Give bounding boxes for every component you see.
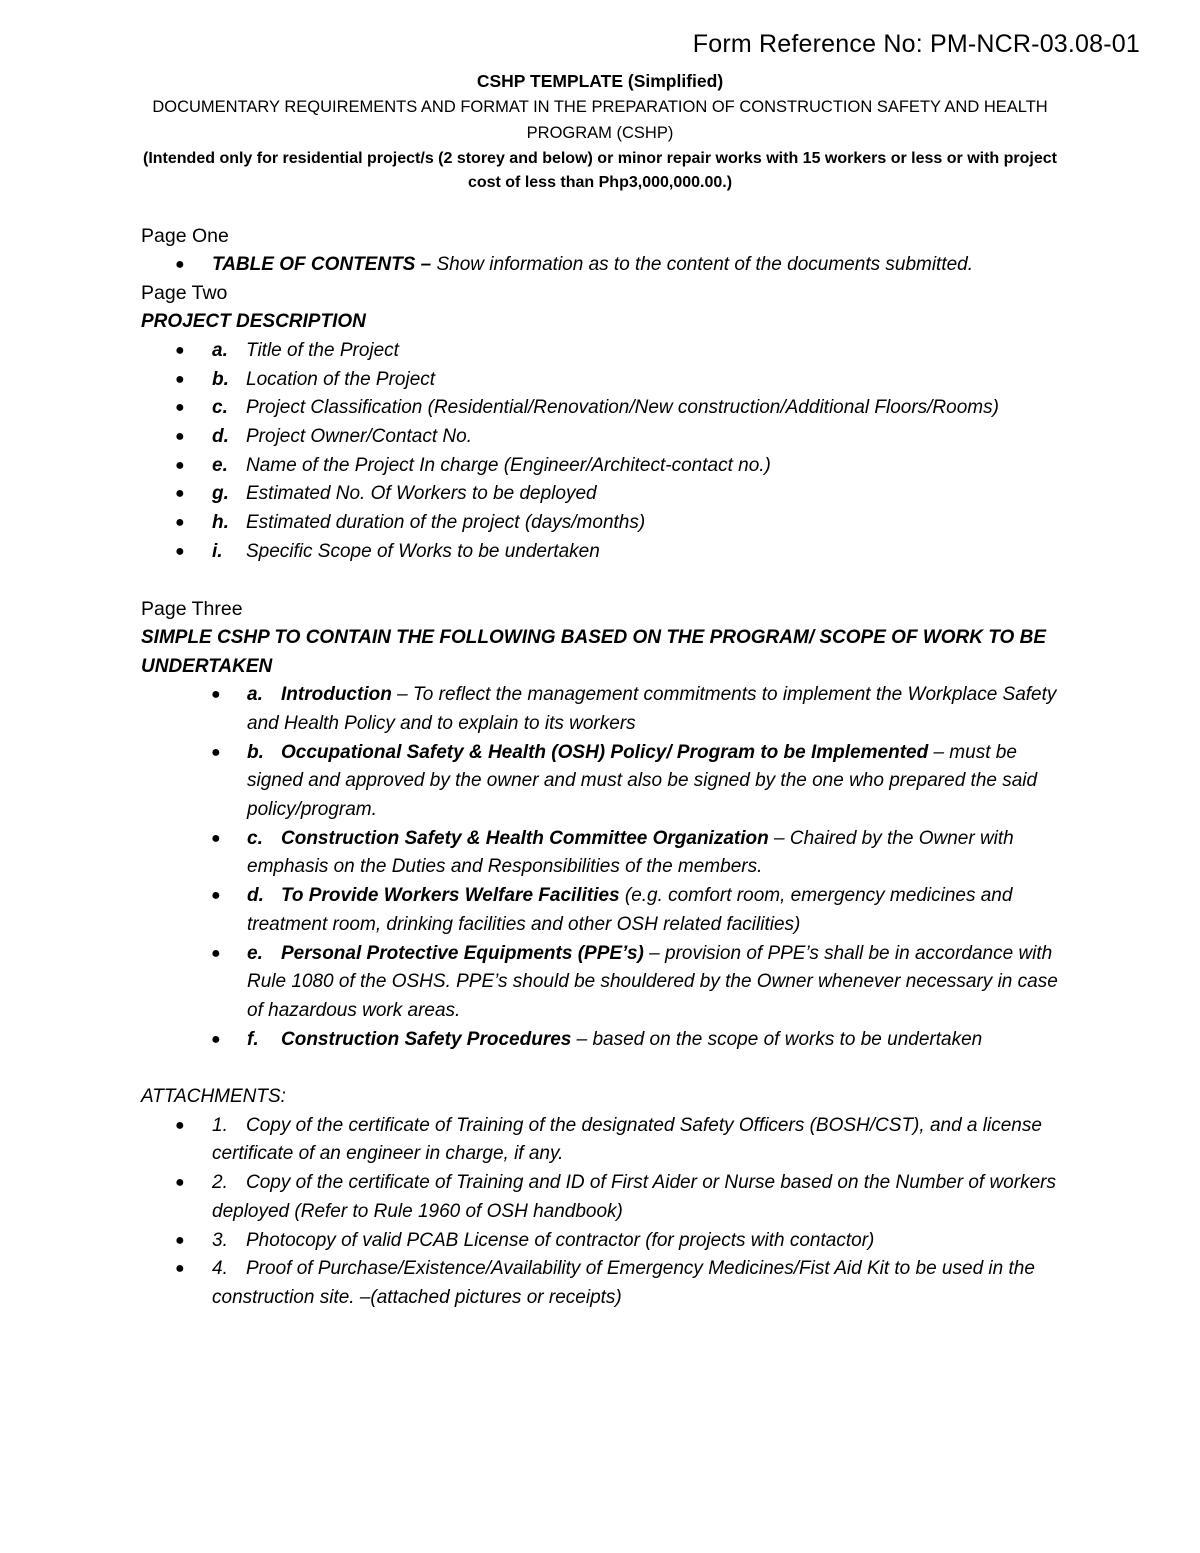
bullet-icon: ● <box>175 1260 185 1278</box>
list-item: ● b. Location of the Project <box>141 366 1071 395</box>
page-one-label: Page One <box>141 225 229 247</box>
page-one-list <box>141 251 1071 280</box>
list-item: ● i. Specific Scope of Works to be undertaken <box>141 538 1071 567</box>
bullet-icon: ● <box>211 829 221 847</box>
list-item: ● a. Title of the Project <box>141 337 1071 366</box>
bullet-icon: ● <box>175 485 185 503</box>
document-header <box>140 70 1060 195</box>
bullet-icon: ● <box>211 686 221 704</box>
bullet-icon: ● <box>175 542 185 560</box>
page-three-label: Page Three <box>141 598 243 621</box>
bullet-icon: ● <box>175 1231 185 1249</box>
list-item: ● TABLE OF CONTENTS – Show information as to the content of the documents submitted. <box>141 251 1071 280</box>
list-item: ● f. Construction Safety Procedures – based on the scope of works to be undertaken <box>141 1026 1071 1055</box>
spacer <box>141 1054 1071 1083</box>
bullet-icon: ● <box>211 743 221 761</box>
list-item: ● 1. Copy of the certificate of Training of the designated Safety Officers (BOSH/CST), and a license certificate of an engineer in charge, if any. <box>141 1112 1071 1169</box>
list-item: ● e. Name of the Project In charge (Engineer/Architect-contact no.) <box>141 452 1071 481</box>
attachments-heading: ATTACHMENTS: <box>141 1086 286 1108</box>
list-item: ● a. Introduction – To reflect the management commitments to implement the Workplace Safety and Health Policy and to explain to its workers <box>141 681 1071 738</box>
bullet-icon: ● <box>175 1174 185 1192</box>
bullet-icon: ● <box>175 514 185 532</box>
bullet-icon: ● <box>211 887 221 905</box>
list-item: ● 2. Copy of the certificate of Training and ID of First Aider or Nurse based on the Number of workers deployed (Refer to Rule 1960 of OSH handbook) <box>141 1169 1071 1226</box>
form-reference: Form Reference No: PM-NCR-03.08-01 <box>692 30 1140 58</box>
list-item: ● d. To Provide Workers Welfare Facilities (e.g. comfort room, emergency medicines and treatment room, drinking facilities and other OSH related facilities) <box>141 882 1071 939</box>
list-item: ● e. Personal Protective Equipments (PPE’s) – provision of PPE’s shall be in accordance with Rule 1080 of the OSHS. PPE’s should be shouldered by the Owner whenever necessary in case of hazardous work areas. <box>141 940 1071 1026</box>
bullet-icon: ● <box>175 1116 185 1134</box>
bullet-icon: ● <box>175 456 185 474</box>
bullet-icon: ● <box>175 370 185 388</box>
scope-note: (Intended only for residential project/s (2 storey and below) or minor repair works with 15 workers or less or with project cost of less than Php3,000,000.00.) <box>143 150 1057 191</box>
simple-cshp-list <box>141 681 1071 1054</box>
list-item: ● 4. Proof of Purchase/Existence/Availability of Emergency Medicines/Fist Aid Kit to be used in the construction site. –(attached pictures or receipts) <box>141 1255 1071 1312</box>
page-two-label: Page Two <box>141 282 228 305</box>
list-item: ● d. Project Owner/Contact No. <box>141 423 1071 452</box>
list-item: ● c. Project Classification (Residential/Renovation/New construction/Additional Floors/Rooms) <box>141 394 1071 423</box>
document-title: CSHP TEMPLATE (Simplified) <box>476 71 724 91</box>
document-body <box>141 222 1071 1313</box>
simple-cshp-heading: SIMPLE CSHP TO CONTAIN THE FOLLOWING BASED ON THE PROGRAM/ SCOPE OF WORK TO BE UNDERTAKEN <box>141 626 1046 677</box>
attachments-list <box>141 1112 1071 1313</box>
bullet-icon: ● <box>175 255 185 273</box>
list-item: ● h. Estimated duration of the project (days/months) <box>141 509 1071 538</box>
bullet-icon: ● <box>211 944 221 962</box>
bullet-icon: ● <box>175 341 185 359</box>
document-subtitle: DOCUMENTARY REQUIREMENTS AND FORMAT IN THE PREPARATION OF CONSTRUCTION SAFETY AND HEALTH PROGRAM (CSHP) <box>152 98 1048 142</box>
project-description-list <box>141 337 1071 567</box>
spacer <box>141 566 1071 595</box>
bullet-icon: ● <box>175 427 185 445</box>
list-item: ● c. Construction Safety & Health Committee Organization – Chaired by the Owner with emphasis on the Duties and Responsibilities of the members. <box>141 825 1071 882</box>
list-item: ● g. Estimated No. Of Workers to be deployed <box>141 480 1071 509</box>
list-item: ● 3. Photocopy of valid PCAB License of contractor (for projects with contactor) <box>141 1227 1071 1256</box>
project-description-heading: PROJECT DESCRIPTION <box>141 311 366 333</box>
list-item: ● b. Occupational Safety & Health (OSH) Policy/ Program to be Implemented – must be signed and approved by the owner and must also be signed by the one who prepared the said policy/program. <box>141 739 1071 825</box>
bullet-icon: ● <box>211 1030 221 1048</box>
bullet-icon: ● <box>175 399 185 417</box>
